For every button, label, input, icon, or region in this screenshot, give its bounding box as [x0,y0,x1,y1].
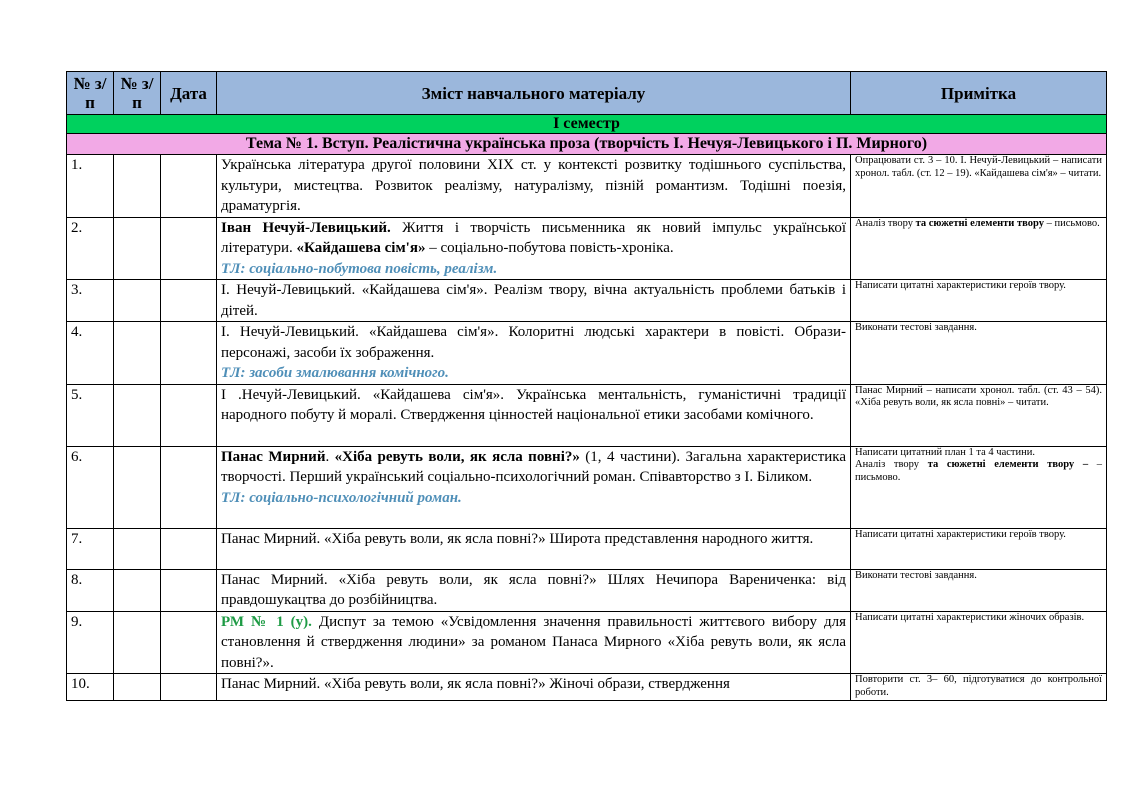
semester-row [67,115,1107,134]
header-number: № з/п [67,72,114,115]
author-name: Іван Нечуй-Левицький. [221,219,391,236]
row-note: Написати цитатні характеристики героїв твору. [851,528,1107,569]
topic-title: Тема № 1. Вступ. Реалістична українська проза (творчість І. Нечуя-Левицького і П. Мирного) [67,134,1107,155]
row-content [217,674,851,701]
row-content [217,217,851,280]
row-number: 9. [67,611,114,674]
content-text: (1, 4 частини). Загальна характеристика творчості. Перший український соціально-психологічний роман. Співавторство з І. Біликом. [221,448,846,485]
row-number-2-cell [114,155,161,218]
row-number: 8. [67,569,114,611]
row-note: Повторити ст. 3– 60, підготуватися до контрольної роботи. [851,674,1107,701]
row-date-cell [161,528,217,569]
header-content: Зміст навчального матеріалу [217,72,851,115]
row-note [851,217,1107,280]
row-number: 5. [67,384,114,446]
content-text: І .Нечуй-Левицький. «Кайдашева сім'я». Українська ментальність, гуманістичні традиції народного побуту й моралі. Ствердження цінностей національної етики засобами комічного. [221,386,846,423]
table-row [67,446,1107,528]
table-row [67,528,1107,569]
content-text: Панас Мирний. «Хіба ревуть воли, як ясла повні?» Шлях Нечипора Варениченка: від правдошукацтва до розбійництва. [221,571,846,608]
row-content [217,446,851,528]
row-number: 7. [67,528,114,569]
table-row [67,674,1107,701]
row-content [217,384,851,446]
note-bold: та сюжетні елементи твору [915,217,1044,229]
row-number: 2. [67,217,114,280]
row-number: 4. [67,322,114,385]
content-text: І. Нечуй-Левицький. «Кайдашева сім'я». Колоритні людські характери в повісті. Образи-персонажі, засоби їх зображення. [221,324,846,361]
row-date-cell [161,674,217,701]
content-text: Диспут за темою «Усвідомлення значення правильності життєвого вибору для становлення й ствердження людини» за романом Панаса Мирного «Хіба ревуть воли, як ясла повні?». [221,613,846,671]
row-number-2-cell [114,528,161,569]
topic-row [67,134,1107,155]
row-number-2-cell [114,217,161,280]
literary-theory-note: ТЛ: соціально-побутова повість, реалізм. [221,260,498,277]
note-text: Аналіз твору [855,217,916,229]
author-name: Панас Мирний [221,448,326,465]
note-text: Написати цитатний план 1 та 4 частини. [855,446,1035,458]
work-title: «Кайдашева сім'я» [296,240,426,256]
row-date-cell [161,155,217,218]
row-date-cell [161,611,217,674]
row-content [217,611,851,674]
note-text: Аналіз твору [855,459,928,470]
speech-development-label: РМ № 1 (у). [221,613,312,630]
row-date-cell [161,384,217,446]
header-number-2: № з/п [114,72,161,115]
semester-title: І семестр [67,115,1107,134]
content-text: І. Нечуй-Левицький. «Кайдашева сім'я». Реалізм твору, вічна актуальність проблеми батьків і дітей. [221,282,846,319]
table-row [67,611,1107,674]
content-text: Життя і творчість письменника як новий імпульс української літератури. [221,219,847,256]
table-header-row [67,72,1107,115]
row-number: 6. [67,446,114,528]
row-number: 1. [67,155,114,218]
row-content [217,322,851,385]
row-number-2-cell [114,674,161,701]
note-text: – письмово. [855,459,1102,483]
table-row [67,217,1107,280]
row-note: Панас Мирний – написати хронол. табл. (ст. 43 – 54). «Хіба ревуть воли, як ясла повні» – читати. [851,384,1107,446]
content-text: Панас Мирний. «Хіба ревуть воли, як ясла повні?» Жіночі образи, ствердження [221,676,730,692]
table-row [67,155,1107,218]
row-note: Опрацювати ст. 3 – 10. І. Нечуй-Левицький – написати хронол. табл. (ст. 12 – 19). «Кайдашева сім'я» – читати. [851,155,1107,218]
header-note: Примітка [851,72,1107,115]
row-content [217,280,851,322]
row-number-2-cell [114,280,161,322]
work-title: «Хіба ревуть воли, як ясла повні?» [334,448,580,465]
literary-theory-note: ТЛ: засоби змалювання комічного. [221,365,449,381]
content-text: – соціально-побутова повість-хроніка. [425,240,674,256]
table-row [67,322,1107,385]
row-date-cell [161,217,217,280]
table-row [67,384,1107,446]
row-note: Виконати тестові завдання. [851,322,1107,385]
table-row [67,569,1107,611]
row-note: Виконати тестові завдання. [851,569,1107,611]
row-number-2-cell [114,446,161,528]
content-text: Українська література другої половини ХІХ ст. у контексті розвитку тодішнього суспільства, культури, мистецтва. Розвиток реалізму, натуралізму, пізній романтизм. Тодішні поезія, драматургія. [221,157,846,214]
table-row [67,280,1107,322]
row-number-2-cell [114,611,161,674]
row-content [217,528,851,569]
row-number: 10. [67,674,114,701]
row-content [217,569,851,611]
content-text: Панас Мирний. «Хіба ревуть воли, як ясла повні?» Широта представлення народного життя. [221,530,814,547]
row-note: Написати цитатні характеристики героїв твору. [851,280,1107,322]
content-text: . [325,448,335,465]
row-number-2-cell [114,569,161,611]
row-note [851,446,1107,528]
literary-theory-note: ТЛ: соціально-психологічний роман. [221,489,462,506]
curriculum-table [66,71,1107,701]
row-date-cell [161,280,217,322]
row-date-cell [161,322,217,385]
note-text: – письмово. [1043,217,1100,229]
row-number-2-cell [114,322,161,385]
row-date-cell [161,569,217,611]
row-note: Написати цитатні характеристики жіночих образів. [851,611,1107,674]
header-date: Дата [161,72,217,115]
note-bold: та сюжетні елементи твору – [927,459,1089,470]
row-number: 3. [67,280,114,322]
row-date-cell [161,446,217,528]
row-content [217,155,851,218]
row-number-2-cell [114,384,161,446]
